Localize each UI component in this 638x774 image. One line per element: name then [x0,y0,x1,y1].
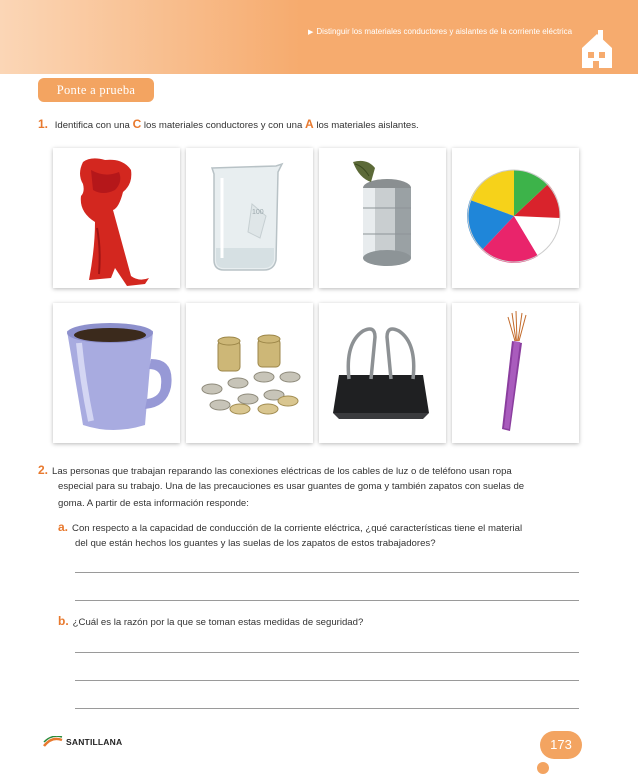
question-2: 2. Las personas que trabajan reparando las conexiones eléctricas de los cables de luz o de teléfono usan ropa [38,463,512,477]
electric-cable-icon [452,303,579,443]
question-2b: b. ¿Cuál es la razón por la que se toman estas medidas de seguridad? [58,614,364,628]
house-icon [578,28,616,70]
page-number: 173 [540,731,582,759]
publisher-logo: SANTILLANA [42,736,122,748]
coins-icon [186,303,313,443]
question-2a-line-2: del que están hechos los guantes y las suelas de los zapatos de estos trabajadores? [75,538,436,549]
ceramic-mug-icon [53,303,180,443]
image-beaker [186,148,313,288]
image-coins [186,303,313,443]
beach-ball-icon [452,148,579,288]
answer-line-a1[interactable] [75,572,579,573]
answer-line-b1[interactable] [75,652,579,653]
answer-line-b3[interactable] [75,708,579,709]
santillana-logo-icon [42,736,64,748]
decorative-dot [537,762,549,774]
red-scarf-icon [53,148,180,288]
image-tin-can [319,148,446,288]
play-arrow-icon: ▶ [308,29,314,36]
answer-line-b2[interactable] [75,680,579,681]
question-2-line-2: especial para su trabajo. Una de las precauciones es usar guantes de goma y también zapatos con suelas de [58,481,525,492]
header-band [0,0,638,74]
question-2-line-3: goma. A partir de esta información responde: [58,498,249,509]
image-cable [452,303,579,443]
glass-beaker-icon [186,148,313,288]
question-2a: a. Con respecto a la capacidad de conducción de la corriente eléctrica, ¿qué características tiene el material [58,520,523,534]
image-scarf [53,148,180,288]
question-1: 1. Identifica con una C los materiales conductores y con una A los materiales aislantes. [38,117,419,131]
section-tab: Ponte a prueba [38,78,154,102]
open-tin-can-icon [319,148,446,288]
binder-clip-icon [319,303,446,443]
image-binder-clip [319,303,446,443]
svg-text:100: 100 [252,209,264,216]
header-breadcrumb: ▶ Distinguir los materiales conductores y aislantes de la corriente eléctrica [308,27,573,36]
image-mug [53,303,180,443]
image-beach-ball [452,148,579,288]
answer-line-a2[interactable] [75,600,579,601]
